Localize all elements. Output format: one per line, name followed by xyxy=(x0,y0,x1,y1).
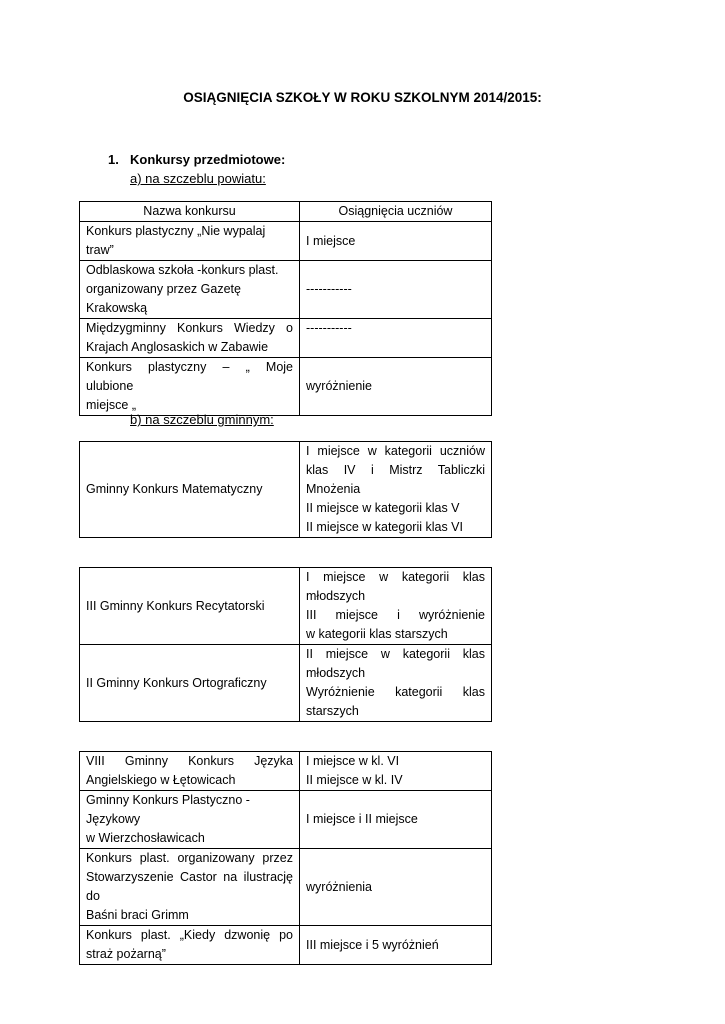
section-heading xyxy=(108,152,285,167)
contest-name: III Gminny Konkurs Recytatorski xyxy=(80,568,300,645)
table-row xyxy=(80,752,492,791)
contest-name: II Gminny Konkurs Ortograficzny xyxy=(80,645,300,722)
contest-name: Gminny Konkurs Matematyczny xyxy=(80,442,300,538)
table-row xyxy=(80,926,492,965)
section-title: Konkursy przedmiotowe: xyxy=(130,152,286,167)
table-header-row xyxy=(80,202,492,222)
header-nazwa: Nazwa konkursu xyxy=(80,202,300,222)
table-gmina-3 xyxy=(79,751,492,965)
contest-result: I miejsce w kategorii uczniów klas IV i Mistrz Tabliczki Mnożenia II miejsce w kategorii klas V II miejsce w kategorii klas VI xyxy=(300,442,492,538)
table-row xyxy=(80,442,492,538)
contest-name: Konkurs plastyczny „Nie wypalaj traw” xyxy=(80,222,300,261)
page-title: OSIĄGNIĘCIA SZKOŁY W ROKU SZKOLNYM 2014/2015: xyxy=(183,90,542,105)
contest-result: II miejsce w kategorii klas młodszych Wyróżnienie kategorii klas starszych xyxy=(300,645,492,722)
table-row xyxy=(80,222,492,261)
subheading-gmina: b) na szczeblu gminnym: xyxy=(130,412,274,427)
contest-result: wyróżnienie xyxy=(300,358,492,416)
contest-name: Gminny Konkurs Plastyczno -Językowy w Wierzchosławicach xyxy=(80,791,300,849)
subheading-powiat: a) na szczeblu powiatu: xyxy=(130,171,266,186)
section-number: 1. xyxy=(108,152,119,167)
contest-name: VIII Gminny Konkurs Języka Angielskiego w Łętowicach xyxy=(80,752,300,791)
contest-result: wyróżnienia xyxy=(300,849,492,926)
contest-result: I miejsce xyxy=(300,222,492,261)
contest-result: I miejsce w kl. VI II miejsce w kl. IV xyxy=(300,752,492,791)
contest-name: Odblaskowa szkoła -konkurs plast. organizowany przez Gazetę Krakowską xyxy=(80,261,300,319)
table-row xyxy=(80,645,492,722)
contest-result: I miejsce i II miejsce xyxy=(300,791,492,849)
table-row xyxy=(80,261,492,319)
table-row xyxy=(80,791,492,849)
table-powiat xyxy=(79,201,492,416)
contest-result: I miejsce w kategorii klas młodszych III miejsce i wyróżnienie w kategorii klas starszych xyxy=(300,568,492,645)
contest-result: ----------- xyxy=(300,319,492,358)
table-gmina-2 xyxy=(79,567,492,722)
table-row xyxy=(80,568,492,645)
contest-name: Konkurs plast. organizowany przez Stowarzyszenie Castor na ilustrację do Baśni braci Grimm xyxy=(80,849,300,926)
table-row xyxy=(80,319,492,358)
table-gmina-1 xyxy=(79,441,492,538)
table-row xyxy=(80,849,492,926)
contest-name: Konkurs plast. „Kiedy dzwonię po straż pożarną” xyxy=(80,926,300,965)
table-row xyxy=(80,358,492,416)
contest-result: ----------- xyxy=(300,261,492,319)
contest-result: III miejsce i 5 wyróżnień xyxy=(300,926,492,965)
contest-name: Międzygminny Konkurs Wiedzy o Krajach Anglosaskich w Zabawie xyxy=(80,319,300,358)
contest-name: Konkurs plastyczny – „ Moje ulubione miejsce „ xyxy=(80,358,300,416)
header-osiagniecia: Osiągnięcia uczniów xyxy=(300,202,492,222)
